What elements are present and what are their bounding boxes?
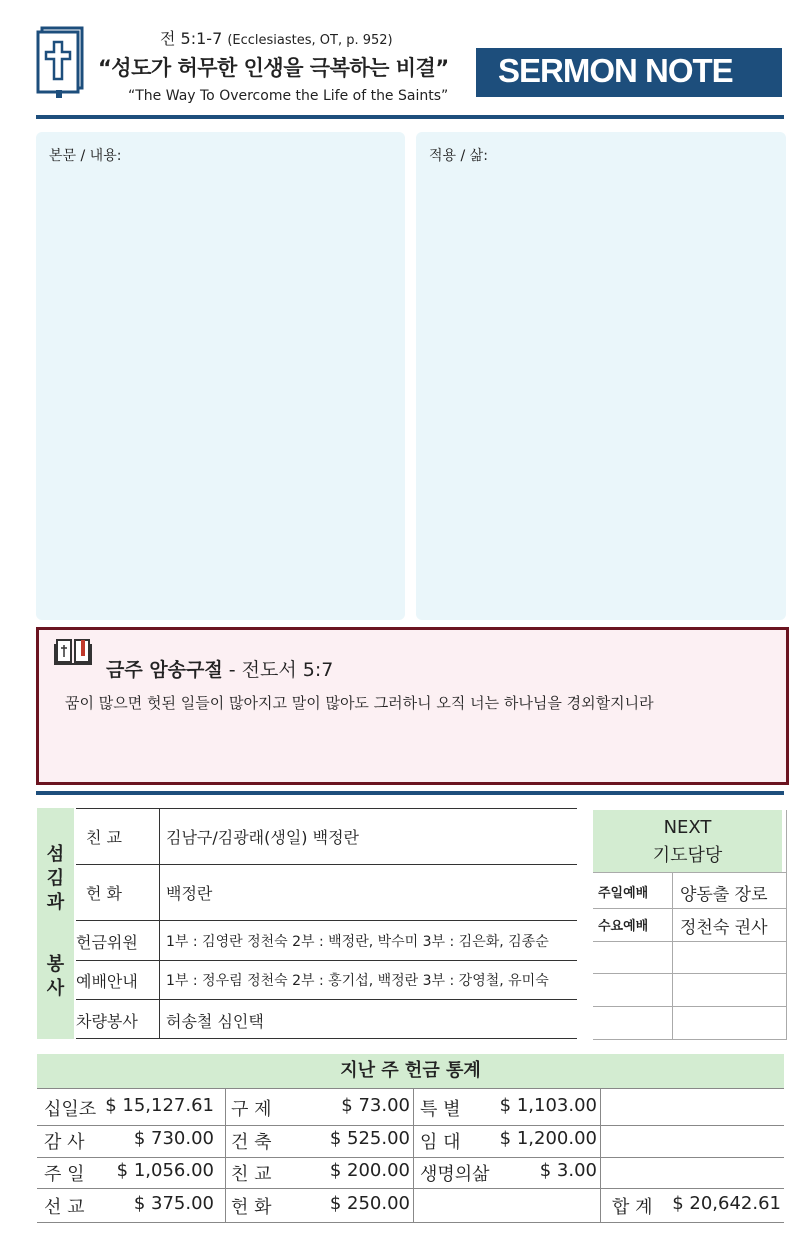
table-line [76, 920, 577, 921]
prayer-service-name: 주일예배 [598, 886, 649, 901]
prayer-leader-name: 정천숙 권사 [680, 918, 768, 938]
table-line [593, 872, 787, 873]
offering-label: 헌 화 [231, 1197, 272, 1218]
banner-text: SERMON NOTE [498, 52, 733, 89]
next-prayer-header [593, 810, 782, 872]
prayer-heading: 기도담당 [652, 845, 723, 866]
table-line [593, 1039, 787, 1040]
verse-ref-text: 전 5:1-7 [160, 29, 223, 48]
offering-label: 친 교 [231, 1164, 272, 1185]
table-line [593, 941, 787, 942]
table-line [37, 1188, 784, 1189]
table-line [76, 864, 577, 865]
table-line [593, 908, 787, 909]
offering-title: 지난 주 헌금 통계 [37, 1054, 784, 1088]
open-book-icon [54, 636, 92, 670]
offering-amount: $ 525.00 [329, 1128, 410, 1149]
offering-amount: $ 730.00 [133, 1128, 214, 1149]
offering-amount: $ 1,056.00 [116, 1160, 214, 1181]
service-row-label: 친 교 [86, 828, 122, 847]
sermon-subtitle: “The Way To Overcome the Life of the Saints” [128, 88, 449, 104]
offering-label: 건 축 [231, 1132, 272, 1153]
memory-verse-box [36, 627, 789, 785]
table-line [593, 1006, 787, 1007]
offering-amount: $ 1,103.00 [499, 1095, 597, 1116]
memory-verse-text: 꿈이 많으면 헛된 일들이 많아지고 말이 많아도 그러하니 오직 너는 하나님을 경외할지니라 [65, 694, 654, 712]
offering-amount: $ 200.00 [329, 1160, 410, 1181]
group-char: 사 [46, 978, 65, 999]
offering-amount: $ 3.00 [539, 1160, 597, 1181]
table-line [76, 999, 577, 1000]
offering-label: 구 제 [231, 1099, 272, 1120]
table-line [76, 1038, 577, 1039]
service-row-value: 1부 : 김영란 정천숙 2부 : 백정란, 박수미 3부 : 김은화, 김종순 [166, 934, 549, 950]
group-char: 봉 [46, 954, 65, 975]
offering-label: 임 대 [420, 1132, 461, 1153]
service-row-label: 차량봉사 [76, 1012, 138, 1031]
table-line [37, 1157, 784, 1158]
offering-amount: $ 1,200.00 [499, 1128, 597, 1149]
service-row-label: 예배안내 [76, 972, 138, 991]
service-row-value: 백정란 [166, 884, 213, 903]
offering-amount: $ 73.00 [341, 1095, 410, 1116]
service-row-value: 1부 : 정우림 정천숙 2부 : 홍기섭, 백정란 3부 : 강영철, 유미숙 [166, 973, 549, 989]
offering-label: 십일조 [44, 1099, 97, 1120]
header-divider [36, 115, 784, 119]
table-line [37, 1088, 784, 1089]
offering-total-label: 합 계 [612, 1197, 653, 1218]
prayer-leader-name: 양동출 장로 [680, 885, 768, 905]
memory-verse-title [106, 655, 333, 682]
verse-reference [160, 26, 393, 49]
table-line [37, 1222, 784, 1223]
group-char: 김 [46, 868, 65, 889]
table-line [672, 872, 673, 1039]
table-line [159, 808, 160, 1038]
sermon-note-banner [476, 48, 782, 97]
table-line [593, 973, 787, 974]
verse-note-text: (Ecclesiastes, OT, p. 952) [227, 33, 393, 48]
notes-application-panel[interactable] [416, 132, 786, 620]
table-line [225, 1088, 226, 1222]
offering-label: 생명의삶 [420, 1164, 490, 1185]
group-char: 섬 [46, 844, 65, 865]
memory-ref-text: - 전도서 5:7 [222, 659, 334, 681]
next-heading: NEXT [663, 817, 712, 838]
prayer-service-name: 수요예배 [598, 919, 649, 934]
memory-title-text: 금주 암송구절 [106, 659, 223, 681]
offering-amount: $ 375.00 [133, 1193, 214, 1214]
offering-label: 선 교 [44, 1197, 85, 1218]
offering-label: 특 별 [420, 1099, 461, 1120]
service-row-value: 허송철 심인택 [166, 1012, 264, 1031]
offering-amount: $ 15,127.61 [105, 1095, 214, 1116]
service-row-label: 헌금위원 [76, 933, 138, 952]
offering-label: 주 일 [44, 1164, 85, 1185]
section-divider [36, 791, 784, 795]
table-line [600, 1088, 601, 1222]
service-row-label: 헌 화 [86, 884, 122, 903]
offering-amount: $ 250.00 [329, 1193, 410, 1214]
service-group-label [37, 808, 74, 1039]
notes-content-panel[interactable] [36, 132, 405, 620]
table-line [76, 960, 577, 961]
sermon-title: “성도가 허무한 인생을 극복하는 비결” [98, 56, 449, 80]
table-line [413, 1088, 414, 1222]
table-line [786, 810, 787, 1039]
bible-icon [36, 24, 88, 98]
notes-content-label: 본문 / 내용: [49, 148, 122, 164]
offering-label: 감 사 [44, 1132, 85, 1153]
service-row-value: 김남구/김광래(생일) 백정란 [166, 828, 359, 847]
table-line [76, 808, 577, 809]
table-line [37, 1125, 784, 1126]
offering-total-amount: $ 20,642.61 [672, 1193, 781, 1214]
group-char: 과 [46, 892, 65, 913]
notes-application-label: 적용 / 삶: [429, 148, 488, 164]
